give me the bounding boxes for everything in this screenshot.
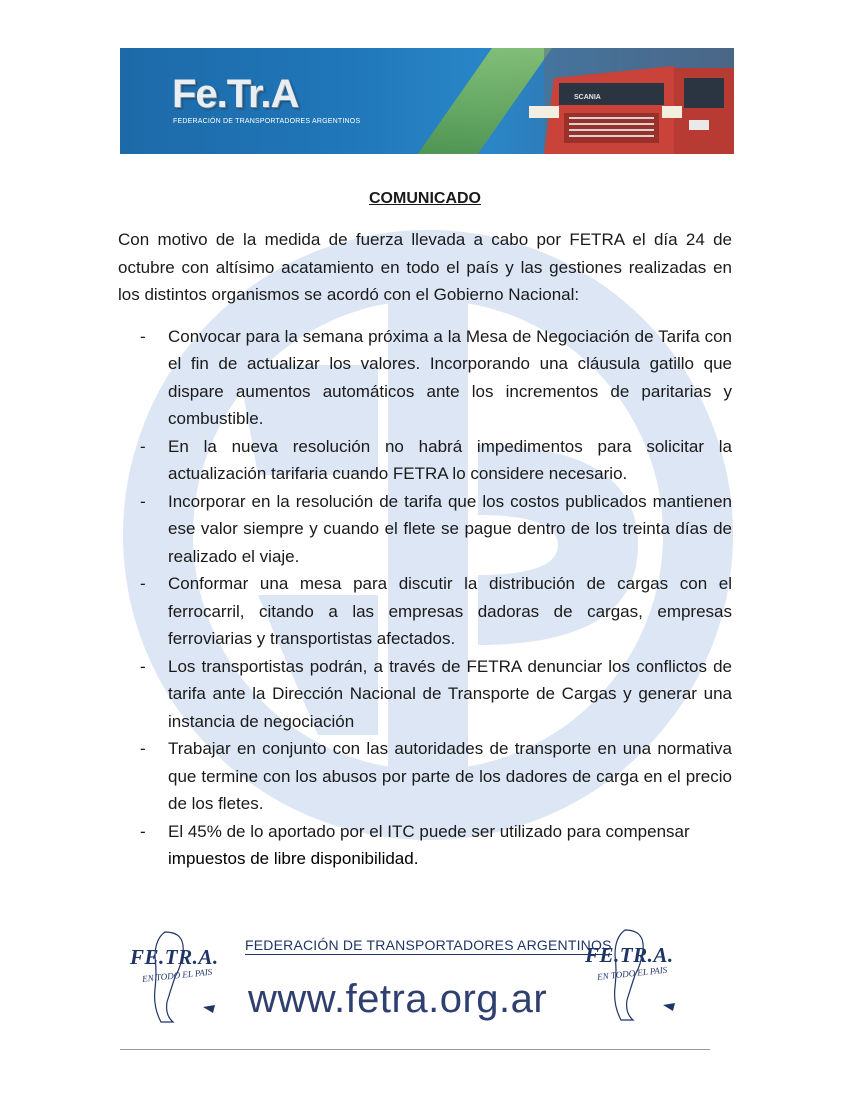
small-logo-text: FE.TR.A. xyxy=(585,943,674,967)
list-item-text: Incorporar en la resolución de tarifa que los costos publicados mantienen ese valor siempre y cuando el flete se pague dentro de los treinta días de realizado el viaje. xyxy=(168,491,732,566)
bullet-dash: - xyxy=(140,436,146,456)
list-item xyxy=(118,653,732,736)
list-item-text: Los transportistas podrán, a través de FETRA denunciar los conflictos de tarifa ante la Dirección Nacional de Transporte de Cargas y generar una instancia de negociación xyxy=(168,656,732,731)
document-body xyxy=(118,185,732,873)
fetra-small-logo-right xyxy=(585,943,674,982)
list-item-text: Convocar para la semana próxima a la Mesa de Negociación de Tarifa con el fin de actualizar los valores. Incorporando una cláusula gatillo que dispare aumentos automáticos ante los incrementos de paritarias y combustible. xyxy=(168,326,732,428)
list-item xyxy=(118,818,732,873)
bullet-dash: - xyxy=(140,491,146,511)
header-banner xyxy=(120,48,734,154)
list-item-text: Trabajar en conjunto con las autoridades de transporte en una normativa que termine con los abusos por parte de los dadores de carga en el precio de los fletes. xyxy=(168,739,732,813)
list-item xyxy=(118,433,732,488)
list-item xyxy=(118,323,732,433)
federation-name: FEDERACIÓN DE TRANSPORTADORES ARGENTINOS xyxy=(245,937,612,953)
bullet-dash: - xyxy=(140,739,146,758)
list-item-text-end: impuestos de libre disponibilidad. xyxy=(168,849,419,868)
footer-divider xyxy=(120,1049,710,1050)
bullet-dash: - xyxy=(140,656,146,676)
fetra-small-logo-left xyxy=(130,945,219,984)
list-item xyxy=(118,488,732,571)
agreement-list xyxy=(118,323,732,873)
list-item-text: En la nueva resolución no habrá impedimentos para solicitar la actualización tarifaria cuando FETRA lo considere necesario. xyxy=(168,436,732,483)
bullet-dash: - xyxy=(140,326,146,346)
small-logo-text: FE.TR.A. xyxy=(130,945,219,969)
truck-brand-label: SCANIA xyxy=(574,94,601,101)
list-item xyxy=(118,735,732,818)
list-item-text: Conformar una mesa para discutir la distribución de cargas con el ferrocarril, citando a las empresas dadoras de cargas, empresas ferroviarias y transportistas afectados. xyxy=(168,574,732,648)
bullet-dash: - xyxy=(140,821,146,841)
footer-banner xyxy=(120,917,710,1037)
small-logo-tagline: EN TODO EL PAIS xyxy=(596,964,668,982)
intro-paragraph: Con motivo de la medida de fuerza llevada a cabo por FETRA el día 24 de octubre con altísimo acatamiento en todo el país y las gestiones realizadas en los distintos organismos se acordó con el Gobierno Nacional: xyxy=(118,230,732,304)
list-item-text: El 45% de lo aportado por el ITC puede ser utilizado para compensar xyxy=(168,821,690,841)
small-logo-tagline: EN TODO EL PAIS xyxy=(141,966,213,984)
website-link[interactable]: www.fetra.org.ar xyxy=(248,977,548,1021)
bullet-dash: - xyxy=(140,574,146,593)
fetra-logo-subtitle: FEDERACIÓN DE TRANSPORTADORES ARGENTINOS xyxy=(173,118,361,125)
page-title: COMUNICADO xyxy=(369,190,481,207)
truck-icon xyxy=(524,48,734,154)
list-item xyxy=(118,570,732,653)
fetra-logo: Fe.Tr.A xyxy=(172,72,299,116)
